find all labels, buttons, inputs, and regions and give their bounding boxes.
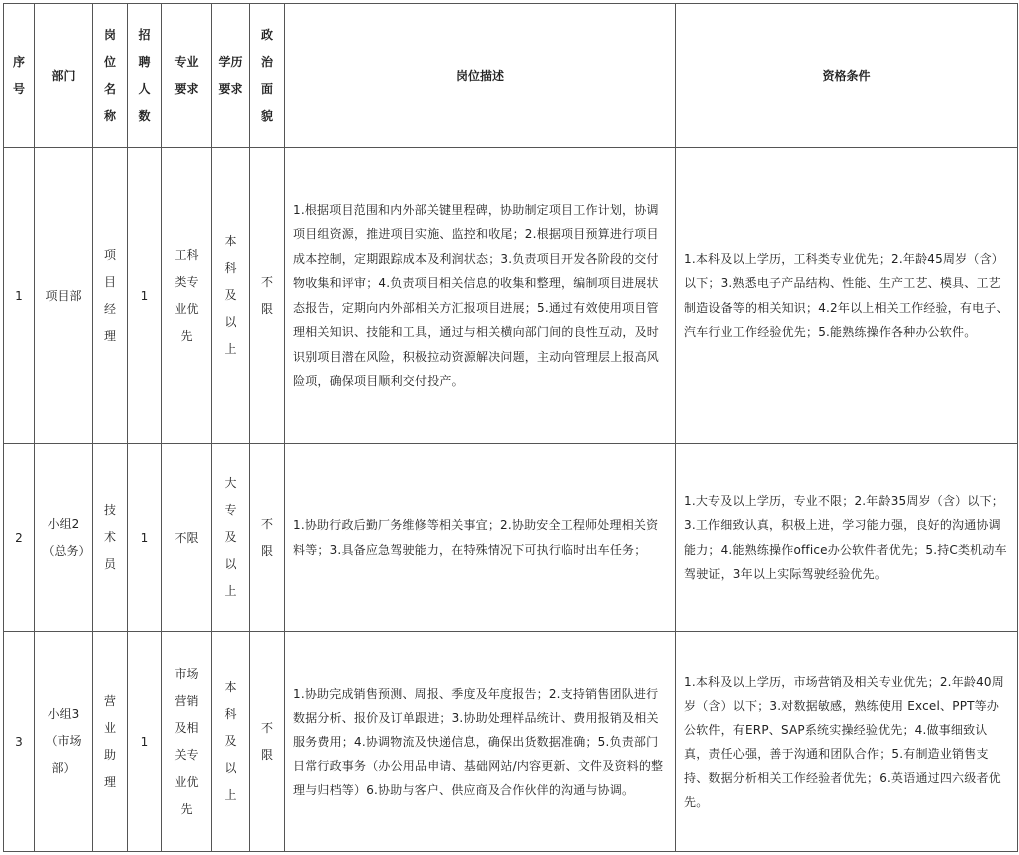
header-description: 岗位描述	[285, 4, 676, 148]
cell-education: 本科及以上	[212, 148, 250, 444]
cell-description: 1.根据项目范围和内外部关键里程碑，协助制定项目工作计划，协调项目组资源，推进项目实施、监控和收尾；2.根据项目预算进行项目成本控制，定期跟踪成本及利润状态；3.负责项目开发各阶段的交付物收集和评审；4.负责项目相关信息的收集和整理，编制项目进展状态报告，定期向内外部相关方汇报项目进展；5.通过有效使用项目管理相关知识、技能和工具，通过与相关横向部门间的良性互动，及时识别项目潜在风险，积极拉动资源解决问题，主动向管理层上报高风险项，确保项目顺利交付投产。	[285, 148, 676, 444]
cell-seq: 1	[4, 148, 35, 444]
header-seq: 序号	[4, 4, 35, 148]
header-education: 学历要求	[212, 4, 250, 148]
header-position: 岗位名称	[93, 4, 128, 148]
cell-description: 1.协助行政后勤厂务维修等相关事宜；2.协助安全工程师处理相关资料等；3.具备应急驾驶能力，在特殊情况下可执行临时出车任务；	[285, 444, 676, 632]
cell-education: 大专及以上	[212, 444, 250, 632]
cell-description: 1.协助完成销售预测、周报、季度及年度报告；2.支持销售团队进行数据分析、报价及订单跟进；3.协助处理样品统计、费用报销及相关服务费用；4.协调物流及快递信息，确保出货数据准确；5.负责部门日常行政事务（办公用品申请、基础网站/内容更新、文件及资料的整理与归档等）6.协助与客户、供应商及合作伙伴的沟通与协调。	[285, 632, 676, 852]
cell-major: 不限	[162, 444, 212, 632]
cell-seq: 3	[4, 632, 35, 852]
table-row	[4, 444, 1018, 632]
cell-position: 营业助理	[93, 632, 128, 852]
cell-count: 1	[128, 632, 162, 852]
cell-position: 技术员	[93, 444, 128, 632]
cell-qualifications: 1.大专及以上学历，专业不限；2.年龄35周岁（含）以下；3.工作细致认真，积极上进，学习能力强，良好的沟通协调能力；4.能熟练操作office办公软件者优先；5.持C类机动车驾驶证，3年以上实际驾驶经验优先。	[676, 444, 1018, 632]
header-dept: 部门	[35, 4, 93, 148]
cell-qualifications: 1.本科及以上学历，市场营销及相关专业优先；2.年龄40周岁（含）以下；3.对数据敏感，熟练使用 Excel、PPT等办公软件，有ERP、SAP系统实操经验优先；4.做事细致认真，责任心强，善于沟通和团队合作；5.有制造业销售支持、数据分析相关工作经验者优先；6.英语通过四六级者优先。	[676, 632, 1018, 852]
cell-count: 1	[128, 444, 162, 632]
cell-qualifications: 1.本科及以上学历，工科类专业优先；2.年龄45周岁（含）以下；3.熟悉电子产品结构、性能、生产工艺、模具、工艺制造设备等的相关知识；4.2年以上相关工作经验，有电子、汽车行业工作经验优先；5.能熟练操作各种办公软件。	[676, 148, 1018, 444]
header-major: 专业要求	[162, 4, 212, 148]
cell-political: 不限	[250, 632, 285, 852]
cell-seq: 2	[4, 444, 35, 632]
cell-dept: 项目部	[35, 148, 93, 444]
cell-dept: 小组2（总务）	[35, 444, 93, 632]
cell-major: 工科类专业优先	[162, 148, 212, 444]
cell-count: 1	[128, 148, 162, 444]
cell-political: 不限	[250, 444, 285, 632]
header-row	[4, 4, 1018, 148]
table-row	[4, 148, 1018, 444]
header-count: 招聘人数	[128, 4, 162, 148]
table-row	[4, 632, 1018, 852]
cell-education: 本科及以上	[212, 632, 250, 852]
cell-position: 项目经理	[93, 148, 128, 444]
cell-dept: 小组3（市场部）	[35, 632, 93, 852]
job-table	[3, 3, 1018, 852]
cell-political: 不限	[250, 148, 285, 444]
cell-major: 市场营销及相关专业优先	[162, 632, 212, 852]
header-qualifications: 资格条件	[676, 4, 1018, 148]
header-political: 政治面貌	[250, 4, 285, 148]
